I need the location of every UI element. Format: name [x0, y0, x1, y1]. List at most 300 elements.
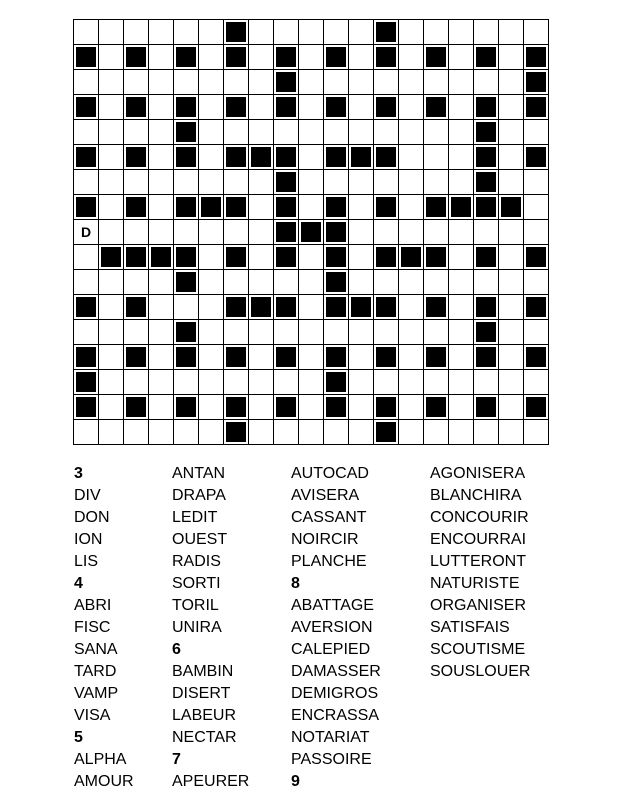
grid-cell[interactable] — [149, 195, 174, 220]
grid-cell[interactable] — [424, 20, 449, 45]
grid-cell[interactable] — [149, 395, 174, 420]
word-item: BAMBIN — [172, 663, 234, 680]
grid-cell[interactable] — [424, 220, 449, 245]
grid-cell[interactable] — [324, 170, 349, 195]
grid-cell[interactable] — [399, 45, 424, 70]
grid-cell[interactable] — [449, 45, 474, 70]
grid-cell[interactable] — [524, 270, 549, 295]
grid-cell[interactable] — [149, 20, 174, 45]
grid-cell[interactable] — [149, 220, 174, 245]
grid-cell[interactable] — [349, 270, 374, 295]
grid-cell[interactable] — [449, 145, 474, 170]
grid-cell[interactable] — [499, 245, 524, 270]
word-item: ABRI — [74, 597, 112, 614]
grid-cell-black — [174, 345, 199, 370]
word-item: DISERT — [172, 685, 231, 702]
grid-cell[interactable] — [249, 420, 274, 445]
grid-cell[interactable] — [99, 345, 124, 370]
grid-cell[interactable] — [299, 270, 324, 295]
grid-cell[interactable] — [449, 345, 474, 370]
grid-cell[interactable] — [249, 345, 274, 370]
grid-cell[interactable] — [349, 220, 374, 245]
grid-cell[interactable] — [524, 195, 549, 220]
grid-cell[interactable] — [449, 170, 474, 195]
grid-cell[interactable] — [499, 270, 524, 295]
grid-cell[interactable] — [499, 145, 524, 170]
grid-cell[interactable] — [124, 170, 149, 195]
grid-cell[interactable] — [149, 145, 174, 170]
grid-cell[interactable] — [124, 120, 149, 145]
grid-cell[interactable] — [499, 70, 524, 95]
grid-cell[interactable] — [199, 245, 224, 270]
grid-cell[interactable] — [349, 195, 374, 220]
word-item: ANTAN — [172, 465, 226, 482]
grid-cell[interactable] — [349, 395, 374, 420]
grid-cell-black — [524, 245, 549, 270]
grid-cell[interactable] — [299, 295, 324, 320]
grid-cell-black — [374, 395, 399, 420]
grid-cell[interactable] — [249, 370, 274, 395]
grid-cell[interactable] — [524, 420, 549, 445]
word-item: PASSOIRE — [291, 751, 372, 768]
grid-cell[interactable] — [399, 420, 424, 445]
grid-cell[interactable] — [274, 420, 299, 445]
grid-cell[interactable] — [249, 120, 274, 145]
grid-cell[interactable] — [249, 20, 274, 45]
grid-cell[interactable] — [474, 370, 499, 395]
grid-cell[interactable] — [349, 70, 374, 95]
grid-cell-black — [124, 145, 149, 170]
grid-cell[interactable] — [249, 270, 274, 295]
grid-cell[interactable] — [399, 120, 424, 145]
grid-cell[interactable] — [149, 120, 174, 145]
grid-cell-black — [174, 145, 199, 170]
grid-cell[interactable] — [274, 270, 299, 295]
grid-cell[interactable] — [199, 345, 224, 370]
grid-cell[interactable] — [324, 120, 349, 145]
grid-cell-black — [349, 145, 374, 170]
grid-cell[interactable] — [274, 370, 299, 395]
grid-cell[interactable] — [474, 220, 499, 245]
grid-cell[interactable] — [274, 320, 299, 345]
grid-cell[interactable] — [124, 270, 149, 295]
grid-cell[interactable] — [99, 220, 124, 245]
word-column-2 — [172, 463, 249, 793]
grid-cell[interactable] — [249, 45, 274, 70]
grid-cell[interactable] — [274, 120, 299, 145]
grid-cell[interactable] — [349, 420, 374, 445]
word-item: ABATTAGE — [291, 597, 374, 614]
grid-cell[interactable] — [99, 95, 124, 120]
grid-cell-black — [474, 170, 499, 195]
grid-cell[interactable] — [74, 120, 99, 145]
grid-cell[interactable] — [349, 320, 374, 345]
grid-cell[interactable] — [249, 170, 274, 195]
grid-cell[interactable] — [374, 220, 399, 245]
crossword-grid — [73, 19, 549, 445]
grid-cell-black — [374, 420, 399, 445]
grid-cell[interactable] — [99, 70, 124, 95]
grid-cell-black — [349, 295, 374, 320]
grid-cell-black — [74, 45, 99, 70]
grid-cell[interactable] — [299, 170, 324, 195]
grid-cell[interactable] — [524, 320, 549, 345]
grid-cell[interactable] — [149, 295, 174, 320]
grid-cell[interactable] — [349, 370, 374, 395]
grid-cell[interactable] — [99, 170, 124, 195]
grid-cell-black — [74, 295, 99, 320]
grid-cell[interactable] — [424, 420, 449, 445]
grid-cell[interactable] — [299, 70, 324, 95]
grid-cell-black — [224, 20, 249, 45]
grid-cell[interactable] — [249, 95, 274, 120]
word-item: UNIRA — [172, 619, 222, 636]
grid-cell[interactable] — [424, 320, 449, 345]
grid-cell[interactable] — [499, 395, 524, 420]
grid-cell[interactable] — [149, 70, 174, 95]
grid-cell[interactable] — [449, 370, 474, 395]
grid-cell[interactable] — [524, 120, 549, 145]
grid-cell-black — [474, 345, 499, 370]
grid-cell[interactable] — [199, 95, 224, 120]
grid-cell[interactable] — [374, 70, 399, 95]
grid-cell[interactable] — [174, 420, 199, 445]
grid-cell[interactable] — [174, 370, 199, 395]
grid-cell[interactable] — [474, 420, 499, 445]
word-item: OUEST — [172, 531, 228, 548]
grid-cell[interactable] — [249, 195, 274, 220]
grid-cell-black — [324, 220, 349, 245]
grid-cell[interactable] — [74, 220, 99, 245]
grid-cell[interactable] — [199, 270, 224, 295]
grid-cell[interactable] — [299, 245, 324, 270]
grid-cell[interactable] — [224, 270, 249, 295]
grid-cell[interactable] — [499, 295, 524, 320]
grid-cell-black — [124, 295, 149, 320]
grid-cell-black — [199, 195, 224, 220]
grid-cell[interactable] — [174, 20, 199, 45]
grid-cell[interactable] — [149, 345, 174, 370]
grid-cell[interactable] — [74, 320, 99, 345]
grid-cell-black — [174, 245, 199, 270]
grid-cell[interactable] — [399, 270, 424, 295]
grid-cell-black — [324, 295, 349, 320]
grid-cell-black — [524, 45, 549, 70]
grid-cell-black — [324, 395, 349, 420]
grid-cell[interactable] — [499, 20, 524, 45]
grid-cell[interactable] — [524, 170, 549, 195]
word-item: SCOUTISME — [430, 641, 526, 658]
grid-cell[interactable] — [299, 20, 324, 45]
grid-cell[interactable] — [199, 170, 224, 195]
grid-cell[interactable] — [499, 370, 524, 395]
grid-cell-black — [524, 145, 549, 170]
grid-cell[interactable] — [99, 420, 124, 445]
grid-cell[interactable] — [374, 320, 399, 345]
grid-cell[interactable] — [324, 20, 349, 45]
grid-cell[interactable] — [499, 170, 524, 195]
grid-cell[interactable] — [274, 20, 299, 45]
grid-cell[interactable] — [249, 70, 274, 95]
grid-cell[interactable] — [499, 120, 524, 145]
grid-cell[interactable] — [449, 20, 474, 45]
grid-cell[interactable] — [149, 420, 174, 445]
word-item: RADIS — [172, 553, 221, 570]
grid-cell[interactable] — [299, 420, 324, 445]
grid-cell[interactable] — [174, 220, 199, 245]
grid-cell[interactable] — [99, 270, 124, 295]
word-item: CALEPIED — [291, 641, 371, 658]
grid-cell[interactable] — [499, 45, 524, 70]
grid-cell[interactable] — [399, 20, 424, 45]
grid-cell[interactable] — [99, 370, 124, 395]
grid-cell-black — [124, 245, 149, 270]
grid-cell[interactable] — [499, 420, 524, 445]
word-item: AUTOCAD — [291, 465, 369, 482]
grid-cell[interactable] — [149, 370, 174, 395]
grid-cell[interactable] — [199, 20, 224, 45]
grid-cell[interactable] — [174, 70, 199, 95]
grid-cell-black — [224, 245, 249, 270]
grid-cell[interactable] — [449, 295, 474, 320]
grid-cell[interactable] — [524, 20, 549, 45]
grid-cell[interactable] — [374, 120, 399, 145]
grid-cell-black — [374, 20, 399, 45]
word-item: LEDIT — [172, 509, 218, 526]
grid-cell[interactable] — [199, 145, 224, 170]
grid-cell-black — [424, 95, 449, 120]
grid-cell[interactable] — [449, 395, 474, 420]
grid-cell[interactable] — [199, 70, 224, 95]
grid-cell-black — [374, 245, 399, 270]
grid-cell[interactable] — [399, 395, 424, 420]
grid-cell[interactable] — [499, 345, 524, 370]
grid-cell-black — [224, 395, 249, 420]
grid-cell[interactable] — [299, 120, 324, 145]
grid-cell[interactable] — [499, 95, 524, 120]
grid-cell-black — [74, 395, 99, 420]
grid-cell[interactable] — [474, 270, 499, 295]
grid-cell[interactable] — [99, 20, 124, 45]
grid-cell[interactable] — [299, 395, 324, 420]
grid-cell-black — [474, 295, 499, 320]
grid-cell[interactable] — [199, 420, 224, 445]
grid-cell[interactable] — [299, 195, 324, 220]
grid-cell[interactable] — [224, 70, 249, 95]
grid-cell-black — [124, 395, 149, 420]
grid-cell[interactable] — [349, 95, 374, 120]
grid-cell[interactable] — [99, 295, 124, 320]
grid-cell[interactable] — [199, 320, 224, 345]
grid-cell[interactable] — [349, 45, 374, 70]
grid-cell[interactable] — [449, 245, 474, 270]
grid-cell[interactable] — [449, 220, 474, 245]
grid-cell[interactable] — [349, 20, 374, 45]
word-item: ENCOURRAI — [430, 531, 527, 548]
grid-cell[interactable] — [424, 145, 449, 170]
grid-cell[interactable] — [224, 170, 249, 195]
grid-cell[interactable] — [399, 320, 424, 345]
grid-cell[interactable] — [349, 245, 374, 270]
grid-cell[interactable] — [224, 370, 249, 395]
word-item: LABEUR — [172, 707, 237, 724]
grid-cell[interactable] — [124, 320, 149, 345]
grid-cell[interactable] — [399, 220, 424, 245]
word-item: FISC — [74, 619, 111, 636]
grid-cell[interactable] — [399, 145, 424, 170]
grid-cell[interactable] — [249, 395, 274, 420]
grid-cell[interactable] — [449, 420, 474, 445]
grid-cell[interactable] — [349, 120, 374, 145]
grid-cell[interactable] — [99, 45, 124, 70]
grid-cell[interactable] — [124, 20, 149, 45]
grid-cell-black — [174, 45, 199, 70]
word-item: DAMASSER — [291, 663, 381, 680]
word-item: DRAPA — [172, 487, 226, 504]
grid-cell[interactable] — [449, 320, 474, 345]
grid-cell[interactable] — [99, 195, 124, 220]
grid-cell[interactable] — [399, 195, 424, 220]
grid-cell[interactable] — [524, 370, 549, 395]
grid-cell[interactable] — [149, 170, 174, 195]
grid-cell-black — [424, 345, 449, 370]
grid-cell[interactable] — [124, 220, 149, 245]
word-item: SATISFAIS — [430, 619, 510, 636]
grid-cell[interactable] — [524, 220, 549, 245]
grid-cell[interactable] — [174, 295, 199, 320]
grid-cell-black — [224, 95, 249, 120]
grid-cell[interactable] — [199, 295, 224, 320]
grid-cell-black — [424, 395, 449, 420]
grid-cell[interactable] — [399, 345, 424, 370]
word-item: NATURISTE — [430, 575, 520, 592]
grid-cell[interactable] — [449, 270, 474, 295]
grid-cell[interactable] — [299, 320, 324, 345]
grid-cell[interactable] — [74, 70, 99, 95]
grid-cell[interactable] — [374, 370, 399, 395]
grid-cell[interactable] — [449, 120, 474, 145]
grid-cell[interactable] — [124, 70, 149, 95]
grid-cell[interactable] — [149, 270, 174, 295]
grid-cell-black — [474, 320, 499, 345]
grid-cell[interactable] — [149, 320, 174, 345]
grid-cell[interactable] — [99, 320, 124, 345]
grid-cell[interactable] — [174, 170, 199, 195]
grid-cell[interactable] — [224, 220, 249, 245]
grid-cell[interactable] — [349, 170, 374, 195]
grid-cell[interactable] — [249, 245, 274, 270]
grid-cell[interactable] — [324, 70, 349, 95]
grid-cell[interactable] — [74, 420, 99, 445]
grid-cell[interactable] — [374, 270, 399, 295]
grid-cell[interactable] — [424, 170, 449, 195]
grid-cell-black — [274, 295, 299, 320]
grid-cell[interactable] — [99, 145, 124, 170]
grid-cell[interactable] — [299, 370, 324, 395]
grid-cell-black — [274, 220, 299, 245]
grid-cell-black — [249, 295, 274, 320]
grid-cell[interactable] — [499, 220, 524, 245]
grid-cell-black — [524, 295, 549, 320]
grid-cell[interactable] — [99, 395, 124, 420]
word-item: AMOUR — [74, 773, 134, 790]
grid-cell[interactable] — [399, 370, 424, 395]
grid-cell[interactable] — [399, 295, 424, 320]
grid-cell[interactable] — [474, 20, 499, 45]
grid-cell[interactable] — [199, 395, 224, 420]
grid-cell[interactable] — [74, 20, 99, 45]
word-length-header: 7 — [172, 751, 181, 768]
word-item: LUTTERONT — [430, 553, 526, 570]
grid-cell[interactable] — [199, 45, 224, 70]
grid-cell[interactable] — [399, 70, 424, 95]
grid-cell[interactable] — [99, 120, 124, 145]
grid-cell[interactable] — [349, 345, 374, 370]
grid-cell[interactable] — [399, 95, 424, 120]
grid-cell[interactable] — [399, 170, 424, 195]
grid-cell[interactable] — [249, 220, 274, 245]
grid-cell[interactable] — [299, 95, 324, 120]
grid-cell-black — [224, 345, 249, 370]
grid-cell-black — [324, 45, 349, 70]
grid-cell-black — [274, 95, 299, 120]
grid-cell[interactable] — [74, 245, 99, 270]
grid-cell[interactable] — [224, 320, 249, 345]
grid-cell[interactable] — [324, 320, 349, 345]
grid-cell[interactable] — [474, 70, 499, 95]
grid-cell-black — [324, 345, 349, 370]
grid-cell-black — [374, 145, 399, 170]
grid-cell-black — [324, 195, 349, 220]
grid-cell-black — [224, 145, 249, 170]
grid-cell[interactable] — [224, 120, 249, 145]
grid-cell[interactable] — [424, 120, 449, 145]
grid-cell-black — [74, 145, 99, 170]
grid-cell[interactable] — [449, 70, 474, 95]
grid-cell[interactable] — [149, 45, 174, 70]
grid-cell[interactable] — [299, 145, 324, 170]
grid-cell[interactable] — [324, 420, 349, 445]
grid-cell-black — [274, 195, 299, 220]
grid-cell[interactable] — [499, 320, 524, 345]
grid-cell[interactable] — [124, 420, 149, 445]
grid-cell-black — [424, 45, 449, 70]
grid-cell-black — [274, 145, 299, 170]
grid-cell-black — [174, 270, 199, 295]
grid-cell-black — [74, 195, 99, 220]
grid-cell[interactable] — [424, 270, 449, 295]
grid-cell[interactable] — [199, 370, 224, 395]
grid-cell-black — [374, 95, 399, 120]
grid-cell[interactable] — [149, 95, 174, 120]
grid-cell[interactable] — [124, 370, 149, 395]
grid-cell[interactable] — [424, 370, 449, 395]
grid-cell[interactable] — [199, 120, 224, 145]
word-column-4 — [430, 463, 530, 683]
grid-cell[interactable] — [424, 70, 449, 95]
grid-cell[interactable] — [74, 170, 99, 195]
word-item: VAMP — [74, 685, 119, 702]
grid-cell[interactable] — [74, 270, 99, 295]
grid-cell-black — [374, 195, 399, 220]
grid-cell[interactable] — [374, 170, 399, 195]
grid-cell[interactable] — [199, 220, 224, 245]
word-item: PLANCHE — [291, 553, 367, 570]
grid-cell[interactable] — [299, 45, 324, 70]
grid-cell[interactable] — [449, 95, 474, 120]
grid-cell[interactable] — [299, 345, 324, 370]
grid-cell[interactable] — [249, 320, 274, 345]
